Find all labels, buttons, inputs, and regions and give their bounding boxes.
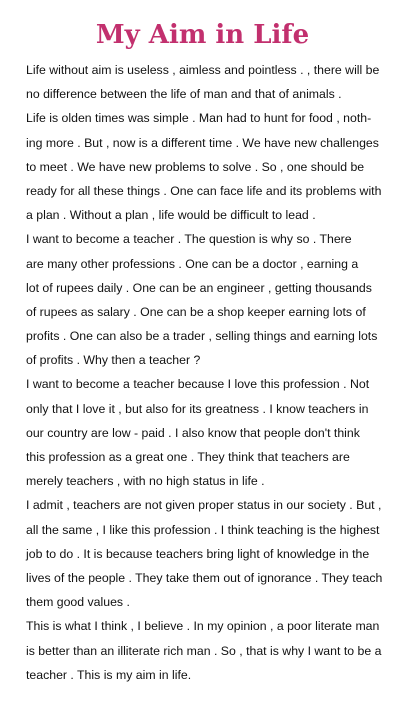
essay-line: Life without aim is useless , aimless and pointless . , there will be (26, 63, 380, 77)
essay-line: profits . One can also be a trader , selling things and earning lots (26, 329, 378, 344)
essay-line: ing more . But , now is a different time . We have new challenges (26, 135, 379, 150)
essay-line: merely teachers , with no high status in life . (26, 474, 265, 489)
essay-line: I want to become a teacher . The question is why so . There (26, 232, 352, 247)
essay-line: job to do . It is because teachers bring light of knowledge in the (26, 546, 370, 561)
essay-line: to meet . We have new problems to solve . So , one should be (26, 159, 365, 174)
essay-line: only that I love it , but also for its greatness . I know teachers in (26, 401, 369, 416)
essay-line: Life is olden times was simple . Man had to hunt for food , noth- (26, 111, 372, 126)
essay-line: no difference between the life of man and that of animals . (26, 87, 342, 102)
essay-line: is better than an illiterate rich man . So , that is why I want to be a (26, 643, 382, 658)
essay-title: My Aim in Life (95, 20, 310, 50)
essay-line: are many other professions . One can be a doctor , earning a (26, 256, 359, 271)
essay-line: This is what I think , I believe . In my opinion , a poor literate man (26, 619, 380, 634)
essay-line: all the same , I like this profession . I think teaching is the highest (26, 522, 380, 537)
essay-line: ready for all these things . One can face life and its problems with (26, 183, 382, 198)
essay-line: of rupees as salary . One can be a shop keeper earning lots of (26, 304, 366, 319)
essay-line: teacher . This is my aim in life. (26, 667, 192, 682)
essay-line: our country are low - paid . I also know that people don't think (26, 425, 360, 440)
essay-line: I admit , teachers are not given proper status in our society . But , (26, 498, 382, 513)
essay-line: lot of rupees daily . One can be an engineer , getting thousands (26, 280, 372, 295)
essay-line: a plan . Without a plan , life would be difficult to lead . (26, 208, 316, 223)
essay-line: them good values . (26, 595, 130, 610)
essay-line: I want to become a teacher because I love this profession . Not (26, 377, 370, 392)
essay-line: of profits . Why then a teacher ? (26, 353, 201, 368)
essay-body (26, 58, 392, 687)
essay-line: this profession as a great one . They think that teachers are (26, 450, 350, 464)
essay-line: lives of the people . They take them out of ignorance . They teach (26, 570, 383, 585)
